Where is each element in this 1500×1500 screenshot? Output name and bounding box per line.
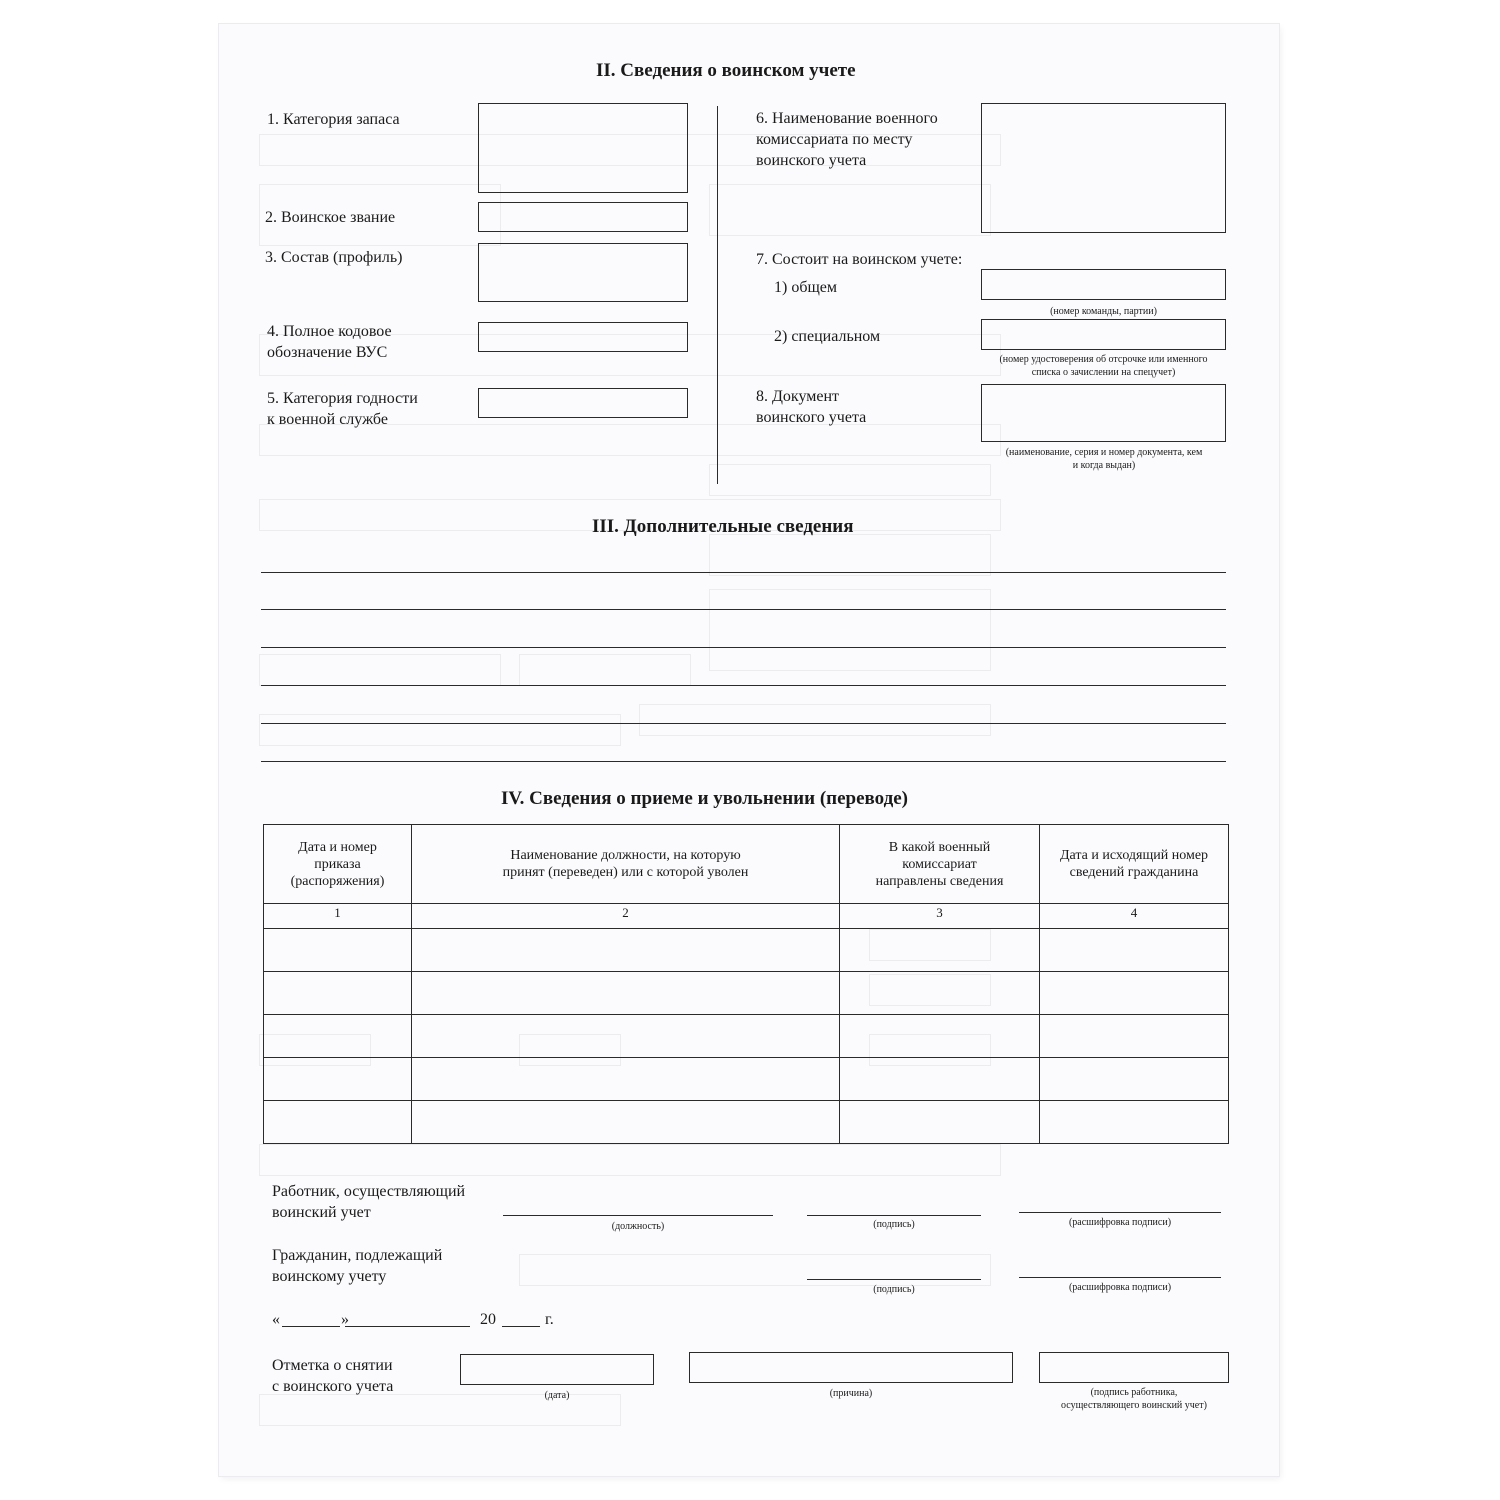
col-header-position: Наименование должности, на которую принят (переведен) или с которой уволен	[412, 825, 840, 904]
field-4-box[interactable]	[478, 322, 688, 352]
section-2-title: II. Сведения о воинском учете	[596, 60, 856, 81]
col-number: 2	[412, 904, 840, 929]
field-7-2-caption: (номер удостоверения об отсрочке или именного списка о зачислении на спецучет)	[999, 354, 1208, 378]
col-number: 4	[1040, 904, 1229, 929]
col-header-order: Дата и номер приказа (распоряжения)	[264, 825, 412, 904]
date-year-suffix: г.	[545, 1311, 554, 1328]
field-6-box[interactable]	[981, 103, 1226, 233]
table-cell[interactable]	[264, 929, 412, 972]
table-cell[interactable]	[264, 1058, 412, 1101]
additional-info-line-1[interactable]	[261, 572, 1226, 573]
table-cell[interactable]	[412, 1058, 840, 1101]
table-cell[interactable]	[264, 1015, 412, 1058]
date-year-line[interactable]	[502, 1326, 540, 1327]
table-cell[interactable]	[840, 1015, 1040, 1058]
citizen-decode-caption: (расшифровка подписи)	[1068, 1282, 1172, 1293]
additional-info-line-3[interactable]	[261, 647, 1226, 648]
field-7-1-box[interactable]	[981, 269, 1226, 300]
table-cell[interactable]	[1040, 1058, 1229, 1101]
additional-info-line-4[interactable]	[261, 685, 1226, 686]
field-7-2-box[interactable]	[981, 319, 1226, 350]
removal-signature-box[interactable]	[1039, 1352, 1229, 1383]
date-day-line[interactable]	[282, 1326, 340, 1327]
table-cell[interactable]	[264, 972, 412, 1015]
table-row	[264, 1015, 1229, 1058]
col-number: 3	[840, 904, 1040, 929]
employment-table	[263, 824, 1229, 1144]
citizen-signature-caption: (подпись)	[873, 1284, 915, 1295]
removal-date-box[interactable]	[460, 1354, 654, 1385]
field-5-label: 5. Категория годности к военной службе	[267, 390, 418, 428]
table-cell[interactable]	[1040, 972, 1229, 1015]
table-cell[interactable]	[1040, 929, 1229, 972]
section-2-divider	[717, 106, 718, 484]
table-cell[interactable]	[412, 1015, 840, 1058]
worker-position-line[interactable]	[503, 1215, 773, 1216]
field-7-label: 7. Состоит на воинском учете:	[756, 251, 963, 268]
table-cell[interactable]	[412, 929, 840, 972]
worker-label: Работник, осуществляющий воинский учет	[272, 1183, 466, 1221]
table-cell[interactable]	[264, 1101, 412, 1144]
field-1-label: 1. Категория запаса	[267, 111, 400, 128]
date-month-line[interactable]	[345, 1326, 470, 1327]
additional-info-line-2[interactable]	[261, 609, 1226, 610]
date-open-quote: «	[272, 1311, 280, 1328]
field-8-label: 8. Документ воинского учета	[756, 388, 867, 426]
removal-date-caption: (дата)	[544, 1390, 570, 1401]
worker-signature-line[interactable]	[807, 1215, 981, 1216]
col-number: 1	[264, 904, 412, 929]
citizen-label: Гражданин, подлежащий воинскому учету	[272, 1247, 443, 1285]
additional-info-line-5[interactable]	[261, 723, 1226, 724]
field-8-box[interactable]	[981, 384, 1226, 442]
removal-label: Отметка о снятии с воинского учета	[272, 1357, 394, 1395]
table-cell[interactable]	[840, 1101, 1040, 1144]
table-cell[interactable]	[1040, 1015, 1229, 1058]
field-3-label: 3. Состав (профиль)	[265, 249, 403, 266]
field-6-label: 6. Наименование военного комиссариата по месту воинского учета	[756, 110, 938, 169]
removal-reason-caption: (причина)	[829, 1388, 873, 1399]
worker-decode-line[interactable]	[1019, 1212, 1221, 1213]
table-row	[264, 1058, 1229, 1101]
field-8-caption: (наименование, серия и номер документа, кем и когда выдан)	[1005, 447, 1203, 471]
citizen-signature-line[interactable]	[807, 1279, 981, 1280]
form-page	[219, 24, 1279, 1476]
field-7-1-label: 1) общем	[774, 279, 838, 296]
section-4-title: IV. Сведения о приеме и увольнении (переводе)	[501, 788, 908, 809]
table-cell[interactable]	[412, 1101, 840, 1144]
table-row	[264, 1101, 1229, 1144]
date-year-prefix: 20	[480, 1311, 496, 1328]
field-4-label: 4. Полное кодовое обозначение ВУС	[267, 323, 392, 361]
section-3-title: III. Дополнительные сведения	[592, 516, 854, 537]
field-2-box[interactable]	[478, 202, 688, 232]
additional-info-line-6[interactable]	[261, 761, 1226, 762]
citizen-decode-line[interactable]	[1019, 1277, 1221, 1278]
table-cell[interactable]	[1040, 1101, 1229, 1144]
field-1-box[interactable]	[478, 103, 688, 193]
table-cell[interactable]	[412, 972, 840, 1015]
table-row	[264, 972, 1229, 1015]
field-5-box[interactable]	[478, 388, 688, 418]
field-7-1-caption: (номер команды, партии)	[1050, 306, 1157, 317]
removal-reason-box[interactable]	[689, 1352, 1013, 1383]
table-cell[interactable]	[840, 972, 1040, 1015]
worker-decode-caption: (расшифровка подписи)	[1068, 1217, 1172, 1228]
col-header-commissariat: В какой военный комиссариат направлены сведения	[840, 825, 1040, 904]
field-2-label: 2. Воинское звание	[265, 209, 396, 226]
field-3-box[interactable]	[478, 243, 688, 302]
table-cell[interactable]	[840, 1058, 1040, 1101]
worker-position-caption: (должность)	[611, 1221, 665, 1232]
field-7-2-label: 2) специальном	[774, 328, 881, 345]
removal-signature-caption: (подпись работника, осуществляющего воинский учет)	[1061, 1387, 1207, 1411]
worker-signature-caption: (подпись)	[873, 1219, 915, 1230]
table-cell[interactable]	[840, 929, 1040, 972]
col-header-outgoing: Дата и исходящий номер сведений гражданина	[1040, 825, 1229, 904]
table-row	[264, 929, 1229, 972]
date-close-quote: »	[341, 1311, 349, 1328]
